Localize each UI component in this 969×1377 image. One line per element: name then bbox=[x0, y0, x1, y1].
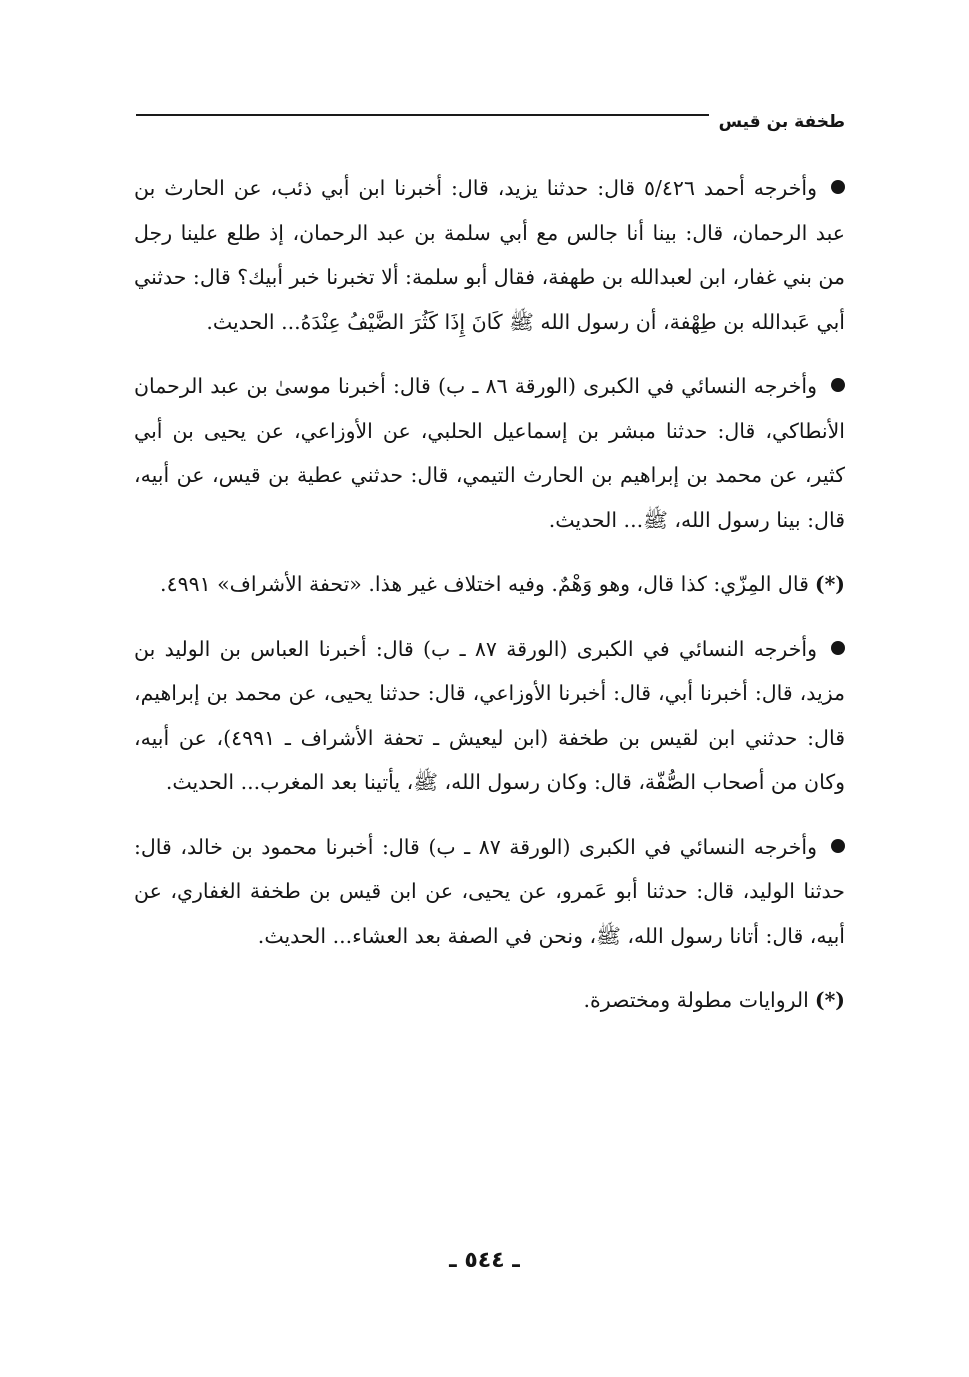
bullet-icon bbox=[831, 641, 845, 655]
paragraph-text: وأخرجه النسائي في الكبرى (الورقة ٨٦ ـ ب) قال: أخبرنا موسىٰ بن عبد الرحمان الأنطاكي، قال: حدثنا مبشر بن إسماعيل الحلبي، عن الأوزاعي، عن يحيى بن أبي كثير، عن محمد بن إبراهيم بن الحارث التيمي، قال: حدثني عطية بن قيس، عن أبيه، قال: بينا رسول الله، ﷺ... الحديث. bbox=[134, 374, 845, 532]
running-title: طخفة بن قيس bbox=[718, 112, 845, 132]
hadith-paragraph bbox=[134, 364, 845, 542]
paragraph-text: وأخرجه أحمد ٥/٤٢٦ قال: حدثنا يزيد، قال: أخبرنا ابن أبي ذئب، عن الحارث بن عبد الرحمان، قال: بينا أنا جالس مع أبي سلمة بن عبد الرحمان، إذ طلع علينا رجل من بني غفار، ابن لعبدالله بن طهفة، فقال أبو سلمة: ألا تخبرنا خبر أبيك؟ قال: حدثني أبي عَبدالله بن طِهْفة، أن رسول الله ﷺ كَانَ إِذَا كَثُرَ الضَّيْفُ عِنْدَهُ... الحديث. bbox=[134, 176, 845, 334]
paragraph-text: الروايات مطولة ومختصرة. bbox=[583, 988, 809, 1012]
bullet-icon bbox=[831, 180, 845, 194]
hadith-paragraph bbox=[134, 166, 845, 344]
page-header bbox=[136, 104, 845, 140]
bullet-icon bbox=[831, 378, 845, 392]
paragraph-text: وأخرجه النسائي في الكبرى (الورقة ٨٧ ـ ب) قال: أخبرنا محمود بن خالد، قال: حدثنا الوليد، قال: حدثنا أبو عَمرو، عن يحيى، عن ابن قيس بن طخفة الغفاري، عن أبيه، قال: أتانا رسول الله، ﷺ، ونحن في الصفة بعد العشاء... الحديث. bbox=[134, 834, 845, 948]
note-paragraph bbox=[134, 562, 845, 607]
hadith-paragraph bbox=[134, 627, 845, 805]
note-marker: (*) bbox=[814, 988, 845, 1012]
main-text bbox=[134, 166, 845, 1043]
note-paragraph bbox=[134, 978, 845, 1023]
header-rule bbox=[136, 114, 709, 116]
paragraph-text: وأخرجه النسائي في الكبرى (الورقة ٨٧ ـ ب) قال: أخبرنا العباس بن الوليد بن مزيد، قال: أخبرنا أبي، قال: أخبرنا الأوزاعي، قال: حدثنا يحيى، عن محمد بن إبراهيم، قال: حدثني ابن لقيس بن طخفة (ابن ليعيش ـ تحفة الأشراف ـ ٤٩٩١)، عن أبيه، وكان من أصحاب الصُّفّة، قال: وكان رسول الله، ﷺ، يأتينا بعد المغرب... الحديث. bbox=[134, 636, 845, 794]
note-marker: (*) bbox=[814, 572, 845, 596]
hadith-paragraph bbox=[134, 825, 845, 959]
bullet-icon bbox=[831, 839, 845, 853]
paragraph-text: قال المِزّي: كذا قال، وهو وَهْمٌ. وفيه اختلاف غير هذا. «تحفة الأشراف» ٤٩٩١. bbox=[160, 572, 809, 596]
page-number: ـ ٥٤٤ ـ bbox=[449, 1248, 520, 1273]
